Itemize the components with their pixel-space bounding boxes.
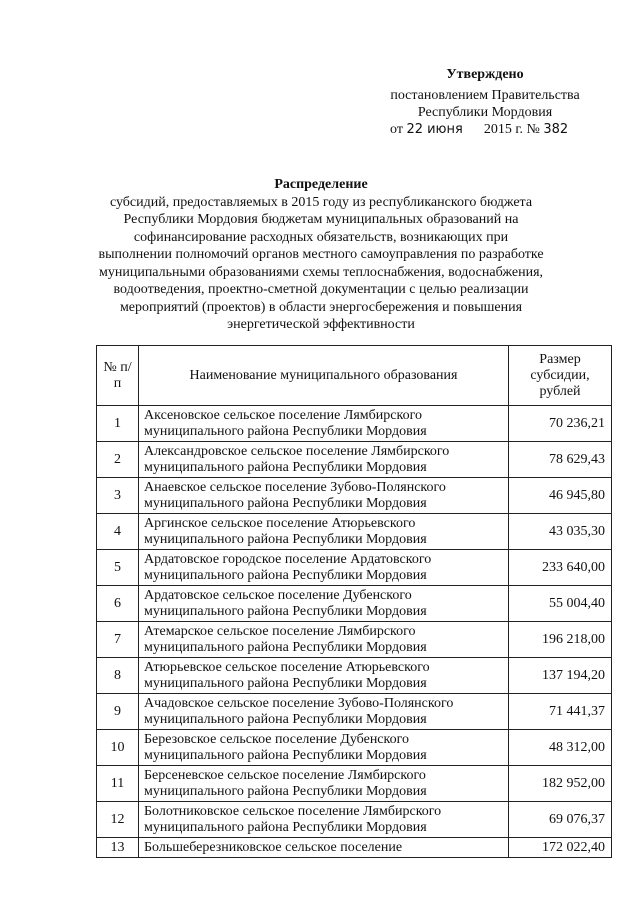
table-row: [97, 406, 612, 442]
row-name: Анаевское сельское поселение Зубово-Полянского муниципального района Республики Мордовия: [139, 478, 509, 514]
row-num: 1: [97, 406, 139, 442]
row-amount: 172 022,40: [509, 838, 612, 858]
approval-line-1: постановлением Правительства: [390, 88, 580, 103]
row-name: Березовское сельское поселение Дубенского муниципального района Республики Мордовия: [139, 730, 509, 766]
table-row: [97, 550, 612, 586]
date-day-month: 22 июня: [406, 122, 463, 137]
row-amount: 196 218,00: [509, 622, 612, 658]
title-heading: Распределение: [274, 177, 368, 192]
row-amount: 137 194,20: [509, 658, 612, 694]
row-name: Ачадовское сельское поселение Зубово-Полянского муниципального района Республики Мордовия: [139, 694, 509, 730]
row-amount: 46 945,80: [509, 478, 612, 514]
row-amount: 69 076,37: [509, 802, 612, 838]
table-header-row: [97, 346, 612, 406]
table-row: [97, 442, 612, 478]
row-num: 10: [97, 730, 139, 766]
document-title: [96, 176, 546, 334]
row-num: 13: [97, 838, 139, 858]
approval-line-2: Республики Мордовия: [417, 105, 553, 120]
row-name: Ардатовское сельское поселение Дубенского муниципального района Республики Мордовия: [139, 586, 509, 622]
approval-block: [370, 66, 600, 138]
table-row: [97, 766, 612, 802]
table-row: [97, 658, 612, 694]
row-name: Ардатовское городское поселение Ардатовского муниципального района Республики Мордовия: [139, 550, 509, 586]
table-row: [97, 802, 612, 838]
row-num: 5: [97, 550, 139, 586]
row-amount: 70 236,21: [509, 406, 612, 442]
date-year: 2015 г. №: [483, 122, 540, 137]
table-row: [97, 586, 612, 622]
row-amount: 78 629,43: [509, 442, 612, 478]
row-num: 4: [97, 514, 139, 550]
decree-number: 382: [543, 122, 569, 137]
row-name: Аргинское сельское поселение Атюрьевского муниципального района Республики Мордовия: [139, 514, 509, 550]
table-row: [97, 730, 612, 766]
subsidy-table: [96, 345, 612, 858]
header-num: № п/п: [97, 346, 139, 406]
table-row: [97, 622, 612, 658]
table-row: [97, 838, 612, 858]
row-num: 7: [97, 622, 139, 658]
title-body: субсидий, предоставляемых в 2015 году из республиканского бюджета Республики Мордовия бюджетам муниципальных образований на софинансирование расходных обязательств, возникающих при выполнении полномочий органов местного самоуправления по разработке муниципальными образованиями схемы теплоснабжения, водоснабжения, водоотведения, проектно-сметной документации с целью реализации мероприятий (проектов) в области энергосбережения и повышения энергетической эффективности: [98, 194, 544, 332]
table-row: [97, 694, 612, 730]
table-row: [97, 478, 612, 514]
row-name: Александровское сельское поселение Лямбирского муниципального района Республики Мордовия: [139, 442, 509, 478]
row-num: 12: [97, 802, 139, 838]
row-name: Аксеновское сельское поселение Лямбирского муниципального района Республики Мордовия: [139, 406, 509, 442]
header-name: Наименование муниципального образования: [139, 346, 509, 406]
row-name: Большеберезниковское сельское поселение: [139, 838, 509, 858]
row-num: 2: [97, 442, 139, 478]
row-name: Болотниковское сельское поселение Лямбирского муниципального района Республики Мордовия: [139, 802, 509, 838]
approval-date-line: [370, 121, 600, 138]
header-amount: Размер субсидии, рублей: [509, 346, 612, 406]
row-num: 9: [97, 694, 139, 730]
row-name: Атюрьевское сельское поселение Атюрьевского муниципального района Республики Мордовия: [139, 658, 509, 694]
row-amount: 233 640,00: [509, 550, 612, 586]
approval-heading: Утверждено: [446, 67, 524, 82]
row-num: 8: [97, 658, 139, 694]
table-row: [97, 514, 612, 550]
row-amount: 71 441,37: [509, 694, 612, 730]
row-num: 3: [97, 478, 139, 514]
row-name: Атемарское сельское поселение Лямбирского муниципального района Республики Мордовия: [139, 622, 509, 658]
row-amount: 48 312,00: [509, 730, 612, 766]
row-name: Берсеневское сельское поселение Лямбирского муниципального района Республики Мордовия: [139, 766, 509, 802]
row-num: 11: [97, 766, 139, 802]
row-amount: 43 035,30: [509, 514, 612, 550]
row-amount: 55 004,40: [509, 586, 612, 622]
date-prefix: от: [390, 122, 403, 137]
row-num: 6: [97, 586, 139, 622]
row-amount: 182 952,00: [509, 766, 612, 802]
